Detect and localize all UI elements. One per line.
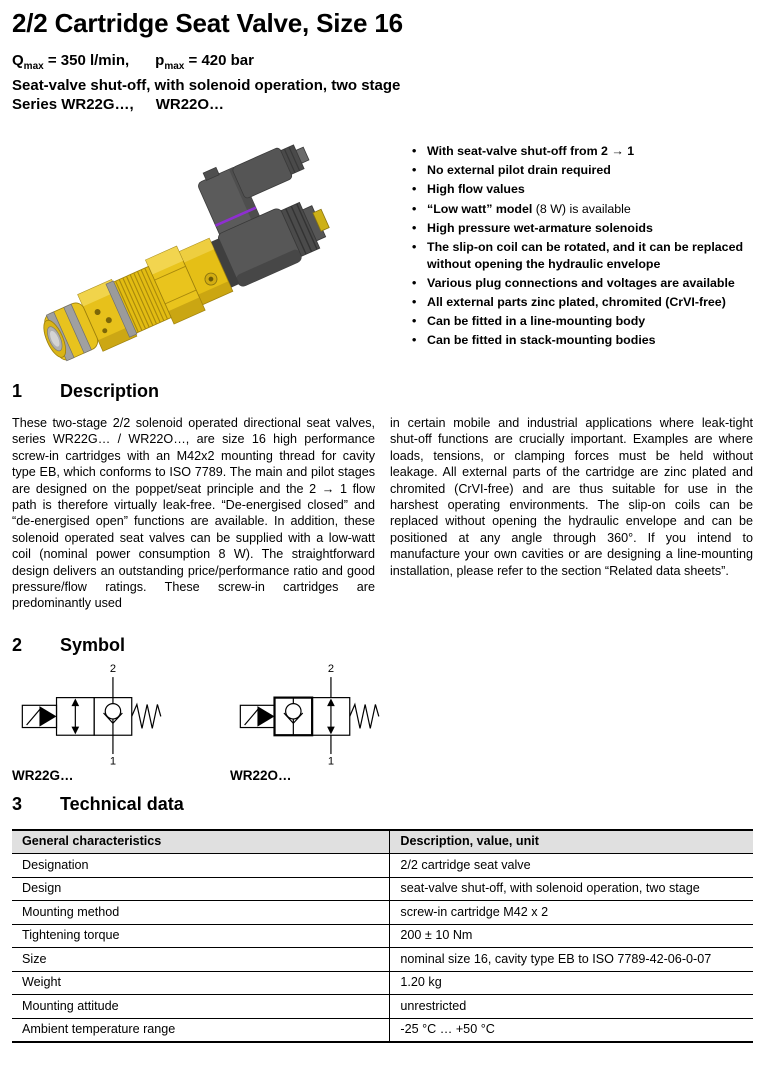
section-heading-technical-data xyxy=(12,793,753,815)
feature-item: • The slip-on coil can be rotated, and it can be replaced without opening the hydraulic envelope xyxy=(412,239,744,271)
characteristic-cell: Mounting attitude xyxy=(12,995,390,1019)
section-title: Description xyxy=(60,381,160,401)
qmax-subscript: max xyxy=(23,61,44,72)
characteristic-cell: Tightening torque xyxy=(12,924,390,948)
table-header-cell: General characteristics xyxy=(12,830,390,854)
feature-item: • High flow values xyxy=(412,182,525,197)
feature-item: • “Low watt” model (8 W) is available xyxy=(412,201,631,216)
hydraulic-symbol-wr22o xyxy=(230,660,390,766)
feature-item: • Can be fitted in a line-mounting body xyxy=(412,314,646,329)
symbol-wr22g xyxy=(12,660,202,783)
description-column-left: These two-stage 2/2 solenoid operated directional seat valves, series WR22G… / WR22O…, are size 16 high performance screw-in cartridges with an M42x2 mounting thread for cavity type EB, which conforms to ISO 7789. The main and pilot stages are designed on the poppet/seat principle and the 2 → 1 flow path is therefore virtually leak-free. “De-energised closed” and “de-energised open” functions are available. In addition, these solenoid operated seat valves can be supplied with a low-watt coil (nominal power consumption 8 W). The straightforward design delivers an outstanding price/performance ratio and good pressure/flow ratings. These screw-in cartridges are predominantly used xyxy=(12,416,375,611)
product-photo xyxy=(12,142,412,374)
port-label-top: 2 xyxy=(327,662,335,675)
feature-item: • With seat-valve shut-off from 2 → 1 xyxy=(412,144,635,158)
description-column-right: in certain mobile and industrial applications where leak-tight shut-off functions are crucially important. Examples are where loads, tensions, or clamping forces must be held without leakage. All external parts of the cartridge are zinc plated and chromited (CrVI-free) and are thus suitable for use in the harshest operating environments. The slip-on coils can be replaced without opening the hydraulic envelope and can be positioned at any angle through 360°. If you intend to manufacture your own cavities or are designing a line-mounting installation, please refer to the section “Related data sheets”. xyxy=(390,416,753,578)
pmax-subscript: max xyxy=(164,61,185,72)
feature-item: • All external parts zinc plated, chromited (CrVI-free) xyxy=(412,294,726,309)
hero-row xyxy=(12,142,753,374)
symbol-label-wr22o: WR22O… xyxy=(230,767,292,783)
feature-list xyxy=(412,142,753,374)
table-row xyxy=(12,854,753,878)
table-row xyxy=(12,971,753,995)
qmax-value: = 350 l/min, xyxy=(43,52,130,69)
section-number: 2 xyxy=(12,634,23,655)
series-line xyxy=(12,95,753,114)
value-cell: seat-valve shut-off, with solenoid operation, two stage xyxy=(390,877,753,901)
port-label-top: 2 xyxy=(109,662,117,675)
value-cell: -25 °C … +50 °C xyxy=(390,1018,753,1042)
hydraulic-symbol-wr22g xyxy=(12,660,172,766)
feature-item: • Can be fitted in stack-mounting bodies xyxy=(412,333,656,348)
section-heading-description xyxy=(12,380,753,402)
value-cell: 1.20 kg xyxy=(390,971,753,995)
cartridge-valve-illustration xyxy=(12,142,412,372)
description-columns xyxy=(12,415,753,612)
table-row xyxy=(12,877,753,901)
table-row xyxy=(12,1018,753,1042)
value-cell: unrestricted xyxy=(390,995,753,1019)
value-cell: nominal size 16, cavity type EB to ISO 7789-42-06-0-07 xyxy=(390,948,753,972)
table-row xyxy=(12,948,753,972)
characteristic-cell: Size xyxy=(12,948,390,972)
value-cell: 200 ± 10 Nm xyxy=(390,924,753,948)
port-label-bottom: 1 xyxy=(109,755,117,766)
table-row xyxy=(12,924,753,948)
section-number: 1 xyxy=(12,381,23,401)
characteristic-cell: Ambient temperature range xyxy=(12,1018,390,1042)
series-part-a: Series WR22G…, xyxy=(12,96,134,113)
table-header-cell: Description, value, unit xyxy=(390,830,753,854)
value-cell: screw-in cartridge M42 x 2 xyxy=(390,901,753,925)
table-row xyxy=(12,995,753,1019)
feature-item: • Various plug connections and voltages are available xyxy=(412,275,735,290)
characteristic-cell: Designation xyxy=(12,854,390,878)
spec-line xyxy=(12,51,753,76)
symbol-label-wr22g: WR22G… xyxy=(12,767,74,783)
section-heading-symbol xyxy=(12,634,753,656)
feature-item: • High pressure wet-armature solenoids xyxy=(412,220,653,235)
characteristic-cell: Weight xyxy=(12,971,390,995)
characteristic-cell: Mounting method xyxy=(12,901,390,925)
pmax-symbol: p xyxy=(155,52,165,69)
table-row xyxy=(12,901,753,925)
section-title: Symbol xyxy=(60,634,126,655)
pmax-value: = 420 bar xyxy=(184,52,254,69)
table-header-row xyxy=(12,830,753,854)
page-title: 2/2 Cartridge Seat Valve, Size 16 xyxy=(12,8,403,38)
design-subtitle: Seat-valve shut-off, with solenoid operation, two stage xyxy=(12,77,401,94)
port-label-bottom: 1 xyxy=(327,755,335,766)
symbol-wr22o xyxy=(230,660,420,783)
feature-item: • No external pilot drain required xyxy=(412,163,611,178)
value-cell: 2/2 cartridge seat valve xyxy=(390,854,753,878)
qmax-symbol: Q xyxy=(12,52,24,69)
section-number: 3 xyxy=(12,793,23,814)
symbols-row xyxy=(12,660,753,783)
characteristic-cell: Design xyxy=(12,877,390,901)
series-part-b: WR22O… xyxy=(155,96,225,113)
section-title: Technical data xyxy=(60,793,184,814)
technical-data-table xyxy=(12,829,753,1044)
